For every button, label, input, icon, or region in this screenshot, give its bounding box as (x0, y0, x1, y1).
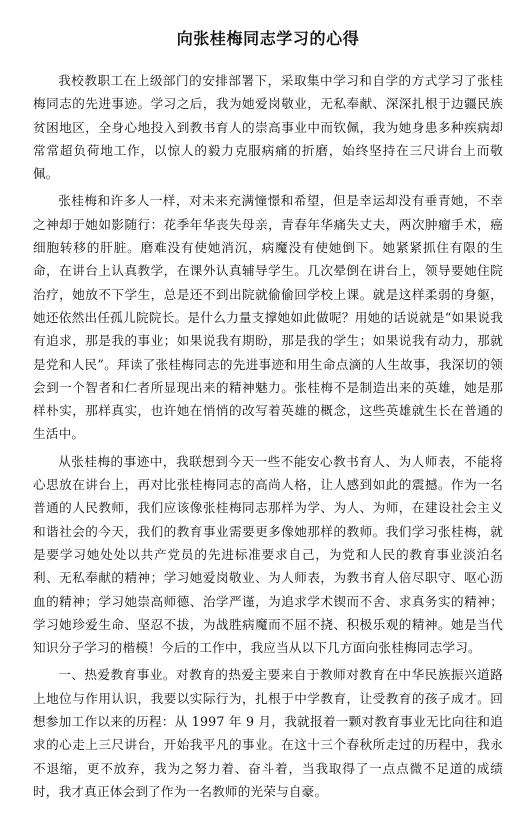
paragraph-intro: 我校教职工在上级部门的安排部署下，采取集中学习和自学的方式学习了张桂梅同志的先进事迹。学习之后，我为她爱岗敬业，无私奉献、深深扎根于边疆民族贫困地区，全身心地投入到教书育人的崇高事业中而钦佩，我为她身患多种疾病却常常超负荷地工作，以惊人的毅力克服病痛的折磨，始终坚持在三尺讲台上而敬佩。 (33, 73, 503, 182)
document-title: 向张桂梅同志学习的心得 (176, 29, 360, 48)
paragraph-life-story: 张桂梅和许多人一样，对未来充满憧憬和希望，但是幸运却没有垂青她，不幸之神却于她如影随行：花季年华丧失母亲，青春年华痛失丈夫，两次肿瘤手术，癌细胞转移的肝脏。磨难没有使她消沉，病魔没有使她倒下。她紧紧抓住有限的生命，在讲台上认真教学，在课外认真辅导学生。几次晕倒在讲台上，领导要她住院治疗，她放不下学生，总是还不到出院就偷偷回学校上课。就是这样柔弱的身躯，她还依然出任孤儿院院长。是什么力量支撑她如此做呢？用她的话说就是“如果说我有追求，那是我的事业；如果说我有期盼，那是我的学生；如果说我有动力，那就是党和人民”。拜读了张桂梅同志的先进事迹和用生命点滴的人生故事，我深切的领会到一个智者和仁者所显现出来的精神魅力。张桂梅不是制造出来的英雄，她是那样朴实，那样真实，也许她在悄悄的改写着英雄的概念，这些英雄就生长在普通的生活中。 (33, 193, 503, 442)
paragraph-point-one: 一、热爱教育事业。对教育的热爱主要来自于教师对教育在中华民族振兴道路上地位与作用认识，我要以实际行为，扎根于中学教育，让受教育的孩子成才。回想参加工作以来的历程：从 1997 年 9 月，我就报着一颗对教育事业无比向往和追求的心走上三尺讲台，开始我平凡的事业。在这十三个春秋所走过的历程中，我永不退缩，更不放弃，我为之努力着、奋斗着，当我取得了一点点微不足道的成绩时，我才真正体会到了作为一名教师的光荣与自豪。 (33, 667, 503, 799)
paragraph-reflection: 从张桂梅的事迹中，我联想到今天一些不能安心教书育人、为人师表，不能将心思放在讲台上，再对比张桂梅同志的高尚人格，让人感到如此的震撼。作为一名普通的人民教师，我们应该像张桂梅同志那样为学、为人、为师，在建设社会主义和谐社会的今天，我们的教育事业需要更多像她那样的教师。我们学习张桂梅，就是要学习她处处以共产党员的先进标准要求自己，为党和人民的教育事业淡泊名利、无私奉献的精神；学习她爱岗敬业、为人师表，为教书育人倍尽职守、呕心沥血的精神；学习她崇高师德、治学严谨，为追求学术锲而不舍、求真务实的精神；学习她珍爱生命、坚忍不拔，为战胜病魔而不屈不挠、积极乐观的精神。她是当代知识分子学习的楷模！今后的工作中，我应当从以下几方面向张桂梅同志学习。 (33, 453, 503, 656)
